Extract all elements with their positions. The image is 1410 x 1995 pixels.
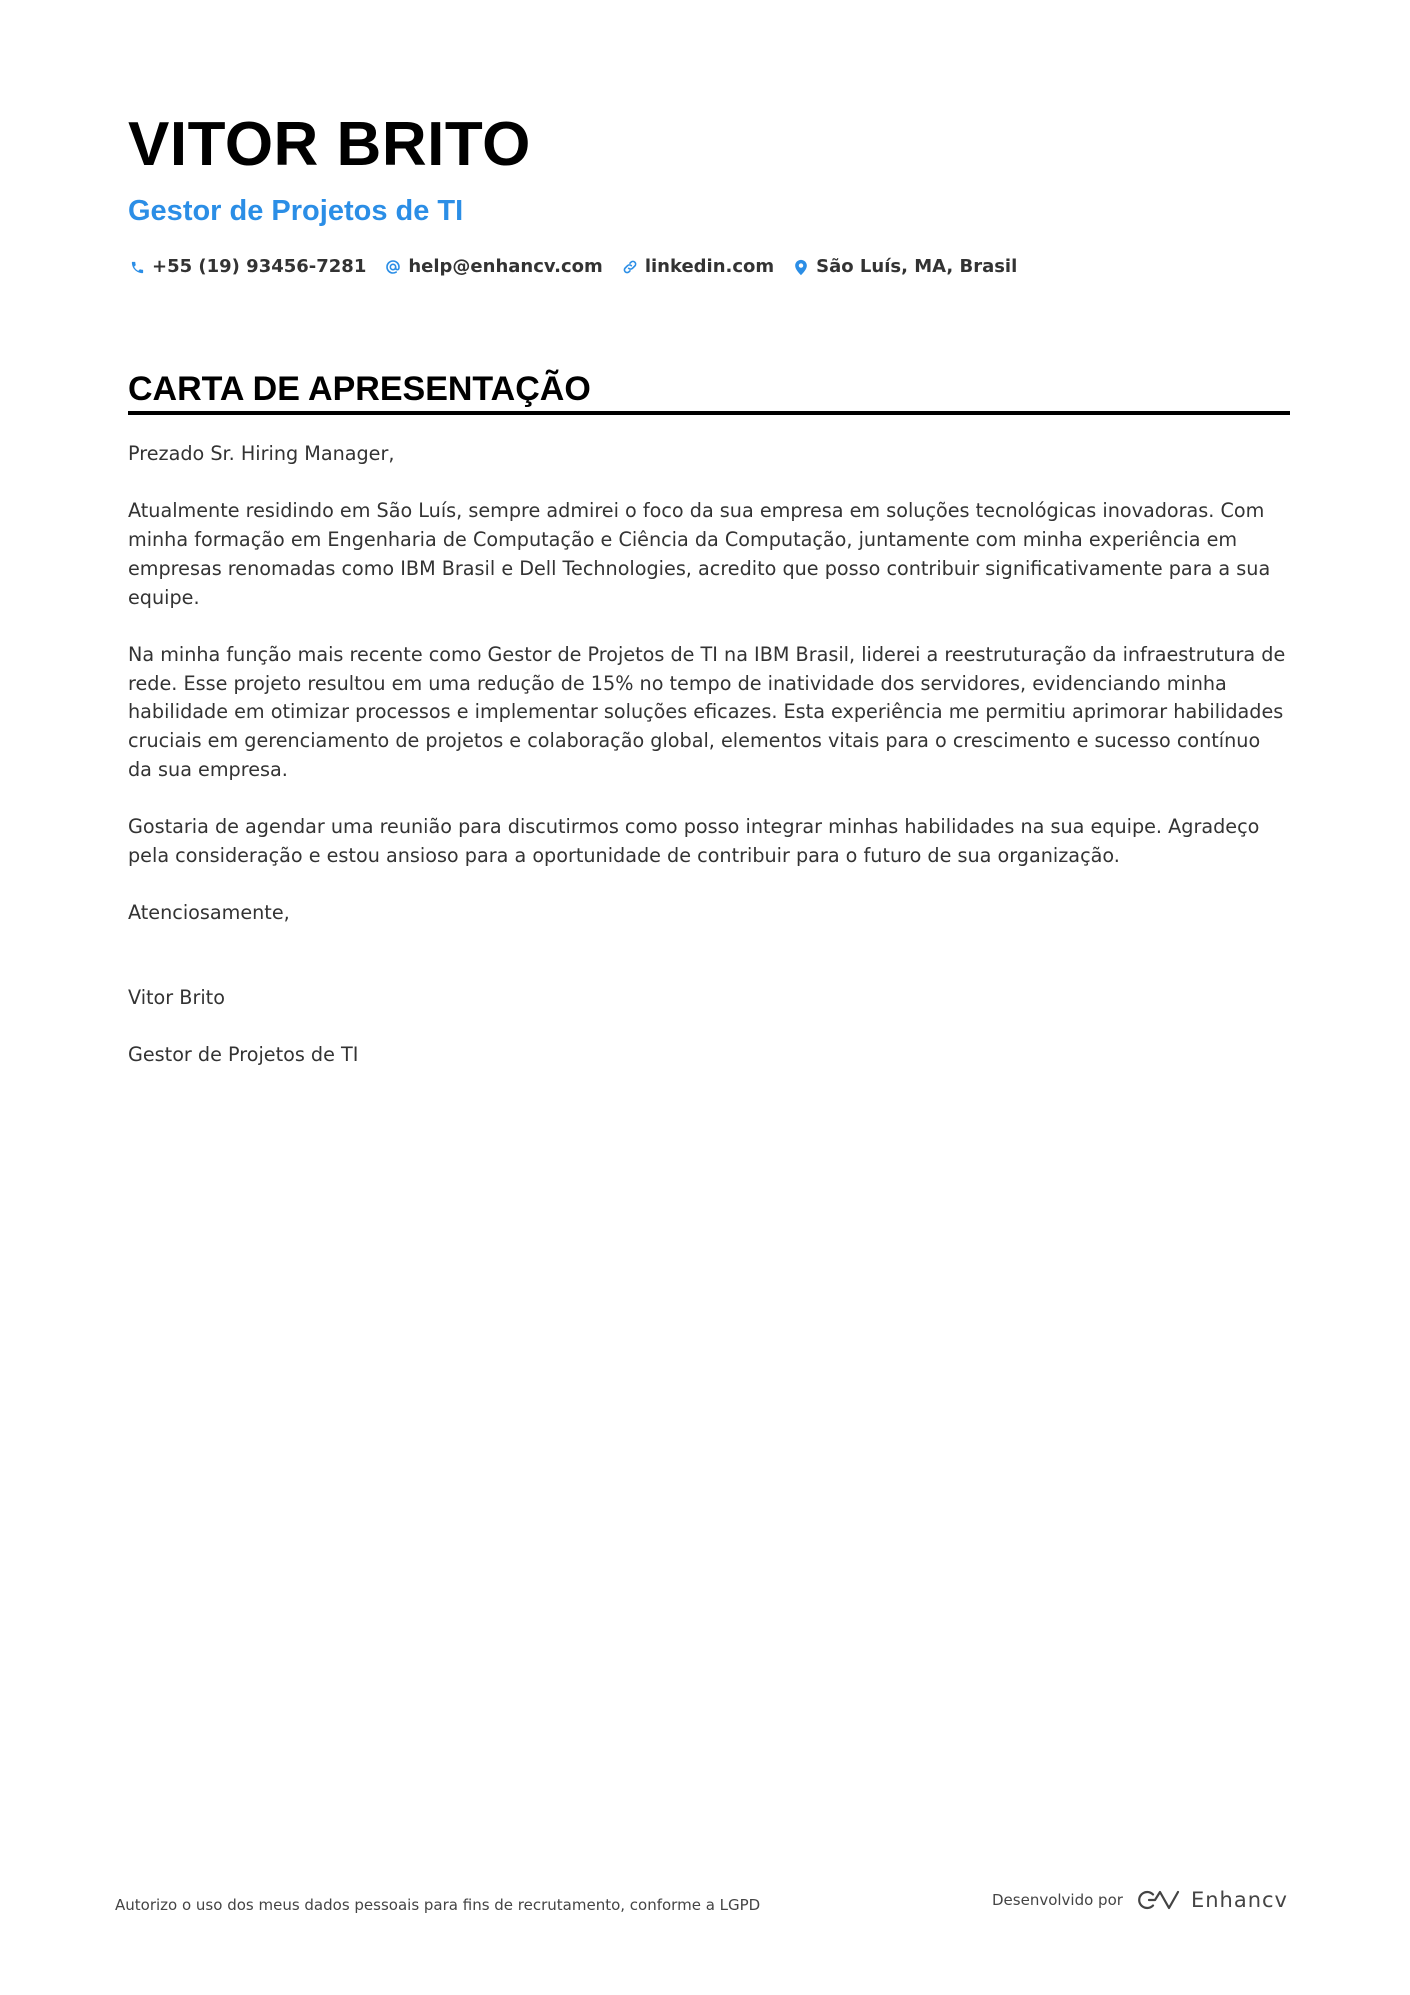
contact-phone: [128, 252, 366, 282]
letter-greeting: Prezado Sr. Hiring Manager,: [128, 442, 395, 465]
phone-icon: [128, 258, 146, 276]
built-by-label: Desenvolvido por: [992, 1891, 1123, 1909]
contact-location: [792, 252, 1017, 282]
location-pin-icon: [792, 258, 810, 276]
brand-name: Enhancv: [1190, 1888, 1288, 1912]
contact-phone-text: +55 (19) 93456-7281: [152, 256, 367, 277]
contact-location-text: São Luís, MA, Brasil: [816, 256, 1018, 277]
letter-paragraph-3: Gostaria de agendar uma reunião para discutirmos como posso integrar minhas habilidades na sua equipe. Agradeço pela consideração e estou ansioso para a oportunidade de contribuir para o futuro de sua organização.: [128, 815, 1260, 867]
contact-linkedin[interactable]: [621, 252, 774, 282]
contact-linkedin-text[interactable]: linkedin.com: [644, 256, 775, 277]
footer-branding[interactable]: [992, 1888, 1288, 1912]
section-title: CARTA DE APRESENTAÇÃO: [128, 370, 591, 408]
contact-email[interactable]: [384, 252, 602, 282]
candidate-name: VITOR BRITO: [128, 110, 531, 179]
signature-name: Vitor Brito: [128, 985, 225, 1009]
contact-email-text[interactable]: help@enhancv.com: [408, 256, 603, 277]
letter-paragraph-2: Na minha função mais recente como Gestor de Projetos de TI na IBM Brasil, liderei a reestruturação da infraestrutura de rede. Esse projeto resultou em uma redução de 15% no tempo de inatividade dos servidores, evidenciando minha habilidade em otimizar processos e implementar soluções eficazes. Esta experiência me permitiu aprimorar habilidades cruciais em gerenciamento de projetos e colaboração global, elementos vitais para o crescimento e sucesso contínuo da sua empresa.: [128, 642, 1286, 781]
link-icon: [621, 258, 639, 276]
section-divider: [128, 411, 1290, 415]
letter-closing: Atenciosamente,: [128, 901, 290, 925]
footer-consent: Autorizo o uso dos meus dados pessoais para fins de recrutamento, conforme a LGPD: [115, 1896, 761, 1914]
at-icon: [384, 258, 402, 276]
candidate-role: Gestor de Projetos de TI: [128, 195, 464, 227]
enhancv-logo-icon: [1135, 1888, 1181, 1912]
contact-bar: [128, 252, 1035, 282]
signature-role: Gestor de Projetos de TI: [128, 1043, 359, 1067]
letter-body: [128, 440, 1290, 1099]
letter-paragraph-1: Atualmente residindo em São Luís, sempre admirei o foco da sua empresa em soluções tecnológicas inovadoras. Com minha formação em Engenharia de Computação e Ciência da Computação, juntamente com minha experiência em empresas renomadas como IBM Brasil e Dell Technologies, acredito que posso contribuir significativamente para a sua equipe.: [128, 499, 1271, 609]
